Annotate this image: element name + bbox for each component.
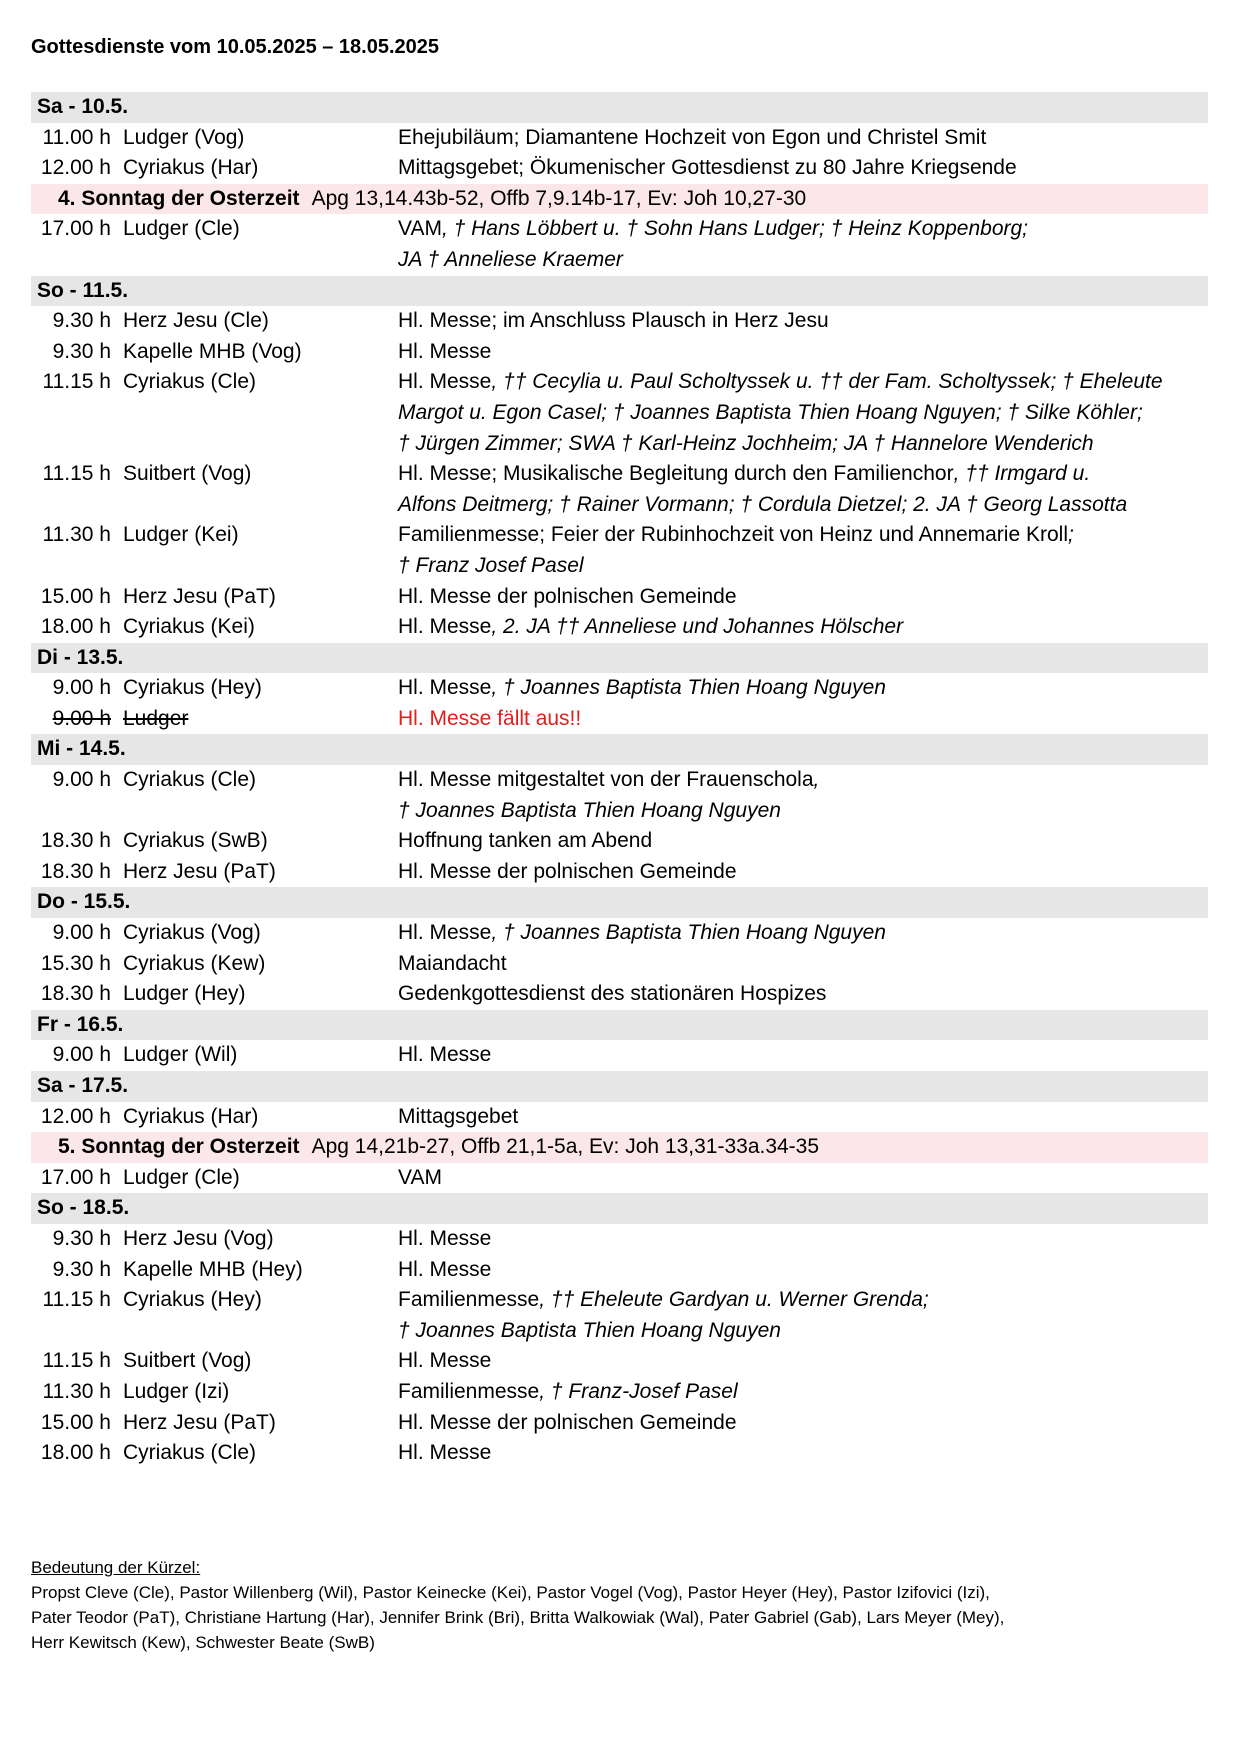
description-line [398,214,1208,245]
description-line [398,306,1208,337]
service-time: 12.00 h [40,156,111,180]
sunday-header [31,1132,1208,1163]
service-row [31,1346,1208,1377]
description-line [398,704,1208,735]
service-time: 11.30 h [42,523,111,547]
service-description [398,979,1208,1010]
intention-text: Margot u. Egon Casel; † Joannes Baptista Thien Hoang Nguyen; † Silke Köhler; [398,400,1143,424]
description-line [398,612,1208,643]
day-header: Fr - 16.5. [31,1010,1208,1041]
service-location: Cyriakus (Har) [123,156,259,180]
service-location: Cyriakus (Cle) [123,1441,257,1465]
service-location: Suitbert (Vog) [123,462,252,486]
description-line [398,337,1208,368]
sunday-readings: Apg 13,14.43b-52, Offb 7,9.14b-17, Ev: Joh 10,27-30 [311,186,807,210]
service-description [398,1102,1208,1133]
legend-line: Pater Teodor (PaT), Christiane Hartung (Har), Jennifer Brink (Bri), Britta Walkowiak (Wal), Pater Gabriel (Gab), Lars Meyer (Mey), [31,1608,1005,1627]
service-time: 18.00 h [40,615,111,639]
service-time: 15.30 h [40,951,111,975]
service-text: Hl. Messe [398,370,492,394]
service-row [31,918,1208,949]
service-row [31,123,1208,154]
intention-text: , † Hans Löbbert u. † Sohn Hans Ludger; † Heinz Koppenborg; [441,217,1029,241]
description-line [398,123,1208,154]
description-line [398,245,1208,276]
service-time: 9.30 h [52,309,111,333]
service-description [398,153,1208,184]
service-text: VAM [398,1165,442,1189]
service-text: Hl. Messe der polnischen Gemeinde [398,859,737,883]
service-location: Ludger (Wil) [123,1043,238,1067]
service-text: Hl. Messe der polnischen Gemeinde [398,584,737,608]
description-line [398,918,1208,949]
service-description [398,1285,1208,1346]
service-row [31,1040,1208,1071]
service-description [398,1255,1208,1286]
sunday-name: 5. Sonntag der Osterzeit [58,1135,300,1159]
service-row [31,337,1208,368]
service-description [398,123,1208,154]
description-line [398,429,1208,460]
service-description [398,520,1208,581]
day-header: Sa - 10.5. [31,92,1208,123]
service-location: Ludger (Kei) [123,523,239,547]
service-row [31,582,1208,613]
service-description [398,765,1208,826]
service-location: Herz Jesu (PaT) [123,584,276,608]
service-text: Hl. Messe [398,1441,492,1465]
description-line [398,153,1208,184]
description-line [398,1408,1208,1439]
service-text: Hl. Messe [398,921,492,945]
service-text: Hl. Messe [398,1043,492,1067]
description-line [398,1346,1208,1377]
service-text: Hl. Messe fällt aus!! [398,706,582,730]
intention-text: , † Franz-Josef Pasel [539,1379,738,1403]
service-location: Ludger [123,706,189,730]
service-row [31,1377,1208,1408]
day-header: So - 18.5. [31,1193,1208,1224]
description-line [398,949,1208,980]
description-line [398,1255,1208,1286]
service-text: Familienmesse [398,1288,540,1312]
service-text: Hl. Messe; Musikalische Begleitung durch den Familienchor [398,462,954,486]
service-text: Hl. Messe; im Anschluss Plausch in Herz Jesu [398,309,829,333]
service-row [31,1438,1208,1469]
service-text: Ehejubiläum; Diamantene Hochzeit von Egon und Christel Smit [398,125,987,149]
service-description [398,1438,1208,1469]
service-text: Mittagsgebet [398,1104,519,1128]
description-line [398,490,1208,521]
intention-text: Alfons Deitmerg; † Rainer Vormann; † Cordula Dietzel; 2. JA † Georg Lassotta [398,492,1128,516]
description-line [398,1163,1208,1194]
page-title: Gottesdienste vom 10.05.2025 – 18.05.2025 [31,36,440,58]
description-line [398,398,1208,429]
service-row [31,673,1208,704]
service-text: Mittagsgebet; Ökumenischer Gottesdienst zu 80 Jahre Kriegsende [398,156,1017,180]
description-line [398,367,1208,398]
sunday-header [31,184,1208,215]
service-row [31,1408,1208,1439]
service-location: Suitbert (Vog) [123,1349,252,1373]
intention-text: JA † Anneliese Kraemer [398,247,623,271]
description-line [398,520,1208,551]
service-text: Familienmesse [398,1379,540,1403]
service-time: 18.00 h [40,1441,111,1465]
service-description [398,857,1208,888]
description-line [398,1438,1208,1469]
service-row [31,214,1208,275]
service-location: Ludger (Vog) [123,125,245,149]
service-time: 9.30 h [52,1226,111,1250]
service-row [31,1102,1208,1133]
legend [31,1555,1208,1655]
service-location: Ludger (Cle) [123,217,240,241]
service-location: Kapelle MHB (Vog) [123,339,302,363]
service-description [398,582,1208,613]
service-row [31,826,1208,857]
service-description [398,459,1208,520]
legend-heading: Bedeutung der Kürzel: [31,1558,201,1577]
description-line [398,1377,1208,1408]
intention-text: , † Joannes Baptista Thien Hoang Nguyen [491,676,886,700]
service-location: Kapelle MHB (Hey) [123,1257,303,1281]
service-row [31,1163,1208,1194]
service-location: Cyriakus (Vog) [123,921,261,945]
day-header: Sa - 17.5. [31,1071,1208,1102]
service-time: 18.30 h [40,859,111,883]
service-row [31,765,1208,826]
service-time: 9.30 h [52,339,111,363]
service-time: 17.00 h [40,217,111,241]
service-text: Familienmesse; Feier der Rubinhochzeit von Heinz und Annemarie Kroll [398,523,1068,547]
service-row [31,857,1208,888]
service-description [398,306,1208,337]
service-description [398,949,1208,980]
service-description [398,918,1208,949]
description-line [398,796,1208,827]
service-description [398,214,1208,275]
description-line [398,979,1208,1010]
service-row [31,367,1208,459]
service-time: 9.30 h [52,1257,111,1281]
service-time: 9.00 h [52,706,111,730]
service-description [398,612,1208,643]
service-time: 18.30 h [40,829,111,853]
service-location: Herz Jesu (PaT) [123,859,276,883]
intention-text: , † Joannes Baptista Thien Hoang Nguyen [491,921,886,945]
service-location: Cyriakus (SwB) [123,829,268,853]
service-text: Hl. Messe [398,1349,492,1373]
schedule-table [31,92,1208,1469]
description-line [398,551,1208,582]
intention-text: , †† Eheleute Gardyan u. Werner Grenda; [539,1288,929,1312]
service-row [31,979,1208,1010]
service-row [31,1224,1208,1255]
service-row [31,306,1208,337]
service-time: 9.00 h [52,921,111,945]
service-row [31,1255,1208,1286]
intention-text: † Joannes Baptista Thien Hoang Nguyen [398,798,781,822]
service-row [31,949,1208,980]
description-line [398,765,1208,796]
service-location: Herz Jesu (Vog) [123,1226,274,1250]
day-header: Do - 15.5. [31,887,1208,918]
service-description [398,673,1208,704]
service-text: Hl. Messe [398,339,492,363]
intention-text: , †† Irmgard u. [953,462,1091,486]
description-line [398,1285,1208,1316]
intention-text: , [813,768,820,792]
service-location: Cyriakus (Cle) [123,768,257,792]
service-time: 11.00 h [42,125,111,149]
day-header: Di - 13.5. [31,643,1208,674]
description-line [398,826,1208,857]
service-time: 12.00 h [40,1104,111,1128]
description-line [398,1102,1208,1133]
service-text: Gedenkgottesdienst des stationären Hospizes [398,982,827,1006]
service-location: Cyriakus (Hey) [123,1288,262,1312]
service-text: Maiandacht [398,951,507,975]
service-location: Herz Jesu (PaT) [123,1410,276,1434]
service-row [31,612,1208,643]
intention-text: ; [1068,523,1074,547]
service-time: 11.15 h [42,370,111,394]
service-description [398,367,1208,459]
service-text: Hl. Messe [398,676,492,700]
service-time: 15.00 h [40,1410,111,1434]
service-time: 9.00 h [52,1043,111,1067]
service-text: Hl. Messe der polnischen Gemeinde [398,1410,737,1434]
service-row [31,459,1208,520]
service-row [31,153,1208,184]
service-time: 11.15 h [42,462,111,486]
description-line [398,1040,1208,1071]
service-time: 11.30 h [42,1379,111,1403]
service-location: Cyriakus (Hey) [123,676,262,700]
service-text: VAM [398,217,442,241]
service-description [398,704,1208,735]
service-text: Hl. Messe [398,615,492,639]
intention-text: † Jürgen Zimmer; SWA † Karl-Heinz Jochheim; JA † Hannelore Wenderich [398,431,1094,455]
description-line [398,582,1208,613]
service-description [398,1377,1208,1408]
service-description [398,1163,1208,1194]
service-time: 18.30 h [40,982,111,1006]
service-row [31,1285,1208,1346]
service-description [398,1346,1208,1377]
service-text: Hl. Messe [398,1257,492,1281]
day-header: Mi - 14.5. [31,734,1208,765]
sunday-readings: Apg 14,21b-27, Offb 21,1-5a, Ev: Joh 13,31-33a.34-35 [311,1135,820,1159]
service-text: Hl. Messe [398,1226,492,1250]
service-description [398,1040,1208,1071]
service-description [398,337,1208,368]
service-location: Cyriakus (Kew) [123,951,266,975]
service-location: Herz Jesu (Cle) [123,309,269,333]
legend-line: Propst Cleve (Cle), Pastor Willenberg (Wil), Pastor Keinecke (Kei), Pastor Vogel (Vog), Pastor Heyer (Hey), Pastor Izifovici (Izi), [31,1583,990,1602]
service-description [398,1224,1208,1255]
service-location: Cyriakus (Har) [123,1104,259,1128]
intention-text: , †† Cecylia u. Paul Scholtyssek u. †† der Fam. Scholtyssek; † Eheleute [491,370,1163,394]
description-line [398,857,1208,888]
service-location: Ludger (Izi) [123,1379,230,1403]
sunday-name: 4. Sonntag der Osterzeit [58,186,300,210]
description-line [398,673,1208,704]
service-location: Ludger (Hey) [123,982,246,1006]
cancelled-service-row [31,704,1208,735]
service-time: 9.00 h [52,676,111,700]
description-line [398,1316,1208,1347]
service-time: 17.00 h [40,1165,111,1189]
service-location: Cyriakus (Cle) [123,370,257,394]
description-line [398,459,1208,490]
legend-line: Herr Kewitsch (Kew), Schwester Beate (SwB) [31,1633,375,1652]
service-time: 15.00 h [40,584,111,608]
intention-text: † Joannes Baptista Thien Hoang Nguyen [398,1318,781,1342]
day-header: So - 11.5. [31,276,1208,307]
service-description [398,1408,1208,1439]
intention-text: , 2. JA †† Anneliese und Johannes Hölscher [491,615,904,639]
service-text: Hl. Messe mitgestaltet von der Frauenschola [398,768,814,792]
service-location: Cyriakus (Kei) [123,615,255,639]
description-line [398,1224,1208,1255]
service-text: Hoffnung tanken am Abend [398,829,653,853]
service-time: 9.00 h [52,768,111,792]
service-time: 11.15 h [42,1288,111,1312]
service-time: 11.15 h [42,1349,111,1373]
service-row [31,520,1208,581]
service-location: Ludger (Cle) [123,1165,240,1189]
intention-text: † Franz Josef Pasel [398,553,584,577]
service-description [398,826,1208,857]
